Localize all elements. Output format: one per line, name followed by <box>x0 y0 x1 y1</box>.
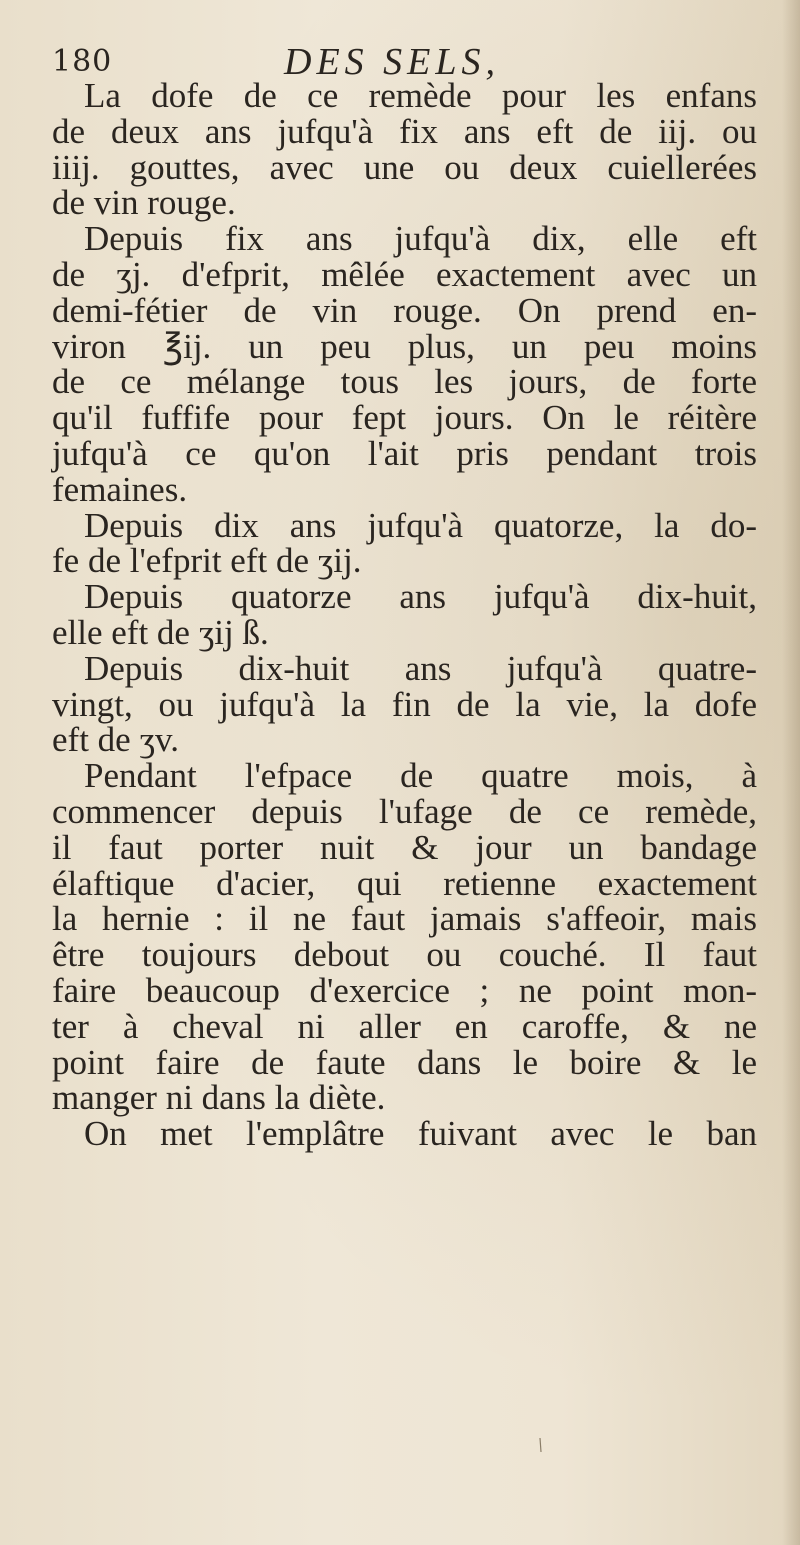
text-line: jufqu'à ce qu'on l'ait pris pendant trois <box>52 433 757 473</box>
text-line: eft de ʒv. <box>52 720 179 760</box>
text-line: On met l'emplâtre fuivant avec le ban <box>84 1114 757 1154</box>
text-line: ter à cheval ni aller en caroffe, & ne <box>52 1006 757 1046</box>
text-line: la hernie : il ne faut jamais s'affeoir, mais <box>52 899 757 939</box>
text-line: Depuis quatorze ans jufqu'à dix-huit, <box>84 577 757 617</box>
text-line: manger ni dans la diète. <box>52 1078 386 1118</box>
text-line: Depuis fix ans jufqu'à dix, elle eft <box>84 219 757 259</box>
text-line: faire beaucoup d'exercice ; ne point mon- <box>52 970 757 1010</box>
text-line: de ce mélange tous les jours, de forte <box>52 362 757 402</box>
text-line: iiij. gouttes, avec une ou deux cuiellerées <box>52 147 757 187</box>
text-line: La dofe de ce remède pour les enfans <box>84 76 757 115</box>
text-line: de ʒj. d'efprit, mêlée exactement avec un <box>52 254 757 294</box>
text-line: Depuis dix ans jufqu'à quatorze, la do- <box>84 505 757 545</box>
text-line: qu'il fuffife pour fept jours. On le réitère <box>52 398 757 438</box>
text-line: point faire de faute dans le boire & le <box>52 1042 757 1082</box>
text-line: elle eft de ʒij ß. <box>52 612 269 652</box>
page-number: 180 <box>52 44 113 79</box>
text-line: être toujours debout ou couché. Il faut <box>52 935 757 975</box>
text-line: élaftique d'acier, qui retienne exactement <box>52 863 757 903</box>
text-line: Depuis dix-huit ans jufqu'à quatre- <box>84 648 757 688</box>
paper-speck <box>520 1430 560 1470</box>
text-line: demi-fétier de vin rouge. On prend en- <box>52 290 757 330</box>
text-line: femaines. <box>52 469 188 509</box>
running-head: DES SELS, <box>284 41 500 83</box>
body-text <box>52 78 757 1152</box>
text-line: de vin rouge. <box>52 183 236 223</box>
text-line: il faut porter nuit & jour un bandage <box>52 827 757 867</box>
text-line: de deux ans jufqu'à fix ans eft de iij. ou <box>52 111 757 151</box>
page-edge-shadow <box>782 0 800 1545</box>
text-line: fe de l'efprit eft de ʒij. <box>52 541 362 581</box>
text-line: Pendant l'efpace de quatre mois, à <box>84 756 757 796</box>
text-line: commencer depuis l'ufage de ce remède, <box>52 791 757 831</box>
text-line: viron ℥ij. un peu plus, un peu moins <box>52 326 757 366</box>
text-line: vingt, ou jufqu'à la fin de la vie, la dofe <box>52 684 757 724</box>
